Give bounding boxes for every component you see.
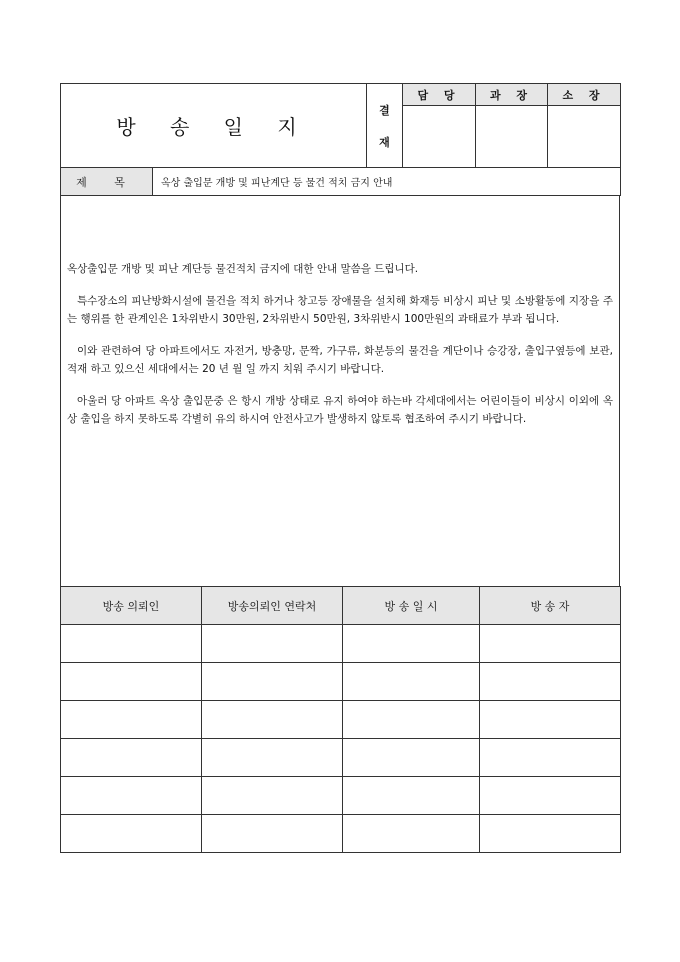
approval-box-staff[interactable] [403,106,476,168]
approval-label [367,84,403,168]
table-row [61,625,621,663]
broadcast-log-form [60,83,620,853]
table-cell[interactable] [202,625,343,663]
table-cell[interactable] [480,625,621,663]
table-cell[interactable] [343,663,480,701]
table-cell[interactable] [202,739,343,777]
table-cell[interactable] [480,663,621,701]
table-cell[interactable] [61,739,202,777]
approval-label-top: 결 [379,103,390,117]
table-cell[interactable] [343,625,480,663]
notice-paragraph-rooftop: 아울러 당 아파트 옥상 출입문중 은 항시 개방 상태로 유지 하여야 하는바 각세대에서는 어린이들이 비상시 이외에 옥상 출입을 하지 못하도록 각별히 유의 하시여 안전사고가 발생하지 않토록 협조하여 주시기 바랍니다. [67,395,613,425]
table-row [61,701,621,739]
table-cell[interactable] [480,739,621,777]
table-row [61,739,621,777]
column-requester-contact: 방송의뢰인 연락처 [202,587,343,625]
notice-paragraph-request: 이와 관련하여 당 아파트에서도 자전거, 방충망, 문짝, 가구류, 화분등의 물건을 계단이나 승강장, 출입구옆등에 보관, 적재 하고 있으신 세대에서는 20 년 월 일 까지 치워 주시기 바랍니다. [67,345,613,375]
table-cell[interactable] [343,815,480,853]
table-cell[interactable] [480,777,621,815]
column-broadcast-datetime: 방 송 일 시 [343,587,480,625]
subject-table [60,167,621,196]
header-table [60,83,621,168]
table-cell[interactable] [202,815,343,853]
subject-text[interactable]: 옥상 출입문 개방 및 피난계단 등 물건 적치 금지 안내 [153,168,621,196]
column-broadcaster: 방 송 자 [480,587,621,625]
table-cell[interactable] [480,701,621,739]
approval-box-chief[interactable] [548,106,621,168]
table-cell[interactable] [202,663,343,701]
table-cell[interactable] [61,625,202,663]
approver-chief-header: 소 장 [548,84,621,106]
notice-body [60,196,620,586]
subject-label: 제 목 [61,168,153,196]
notice-paragraph-penalty: 특수장소의 피난방화시설에 물건을 적치 하거나 창고등 장애물을 설치해 화재등 비상시 피난 및 소방활동에 지장을 주는 행위를 한 관계인은 1차위반시 30만원, 2차위반시 50만원, 3차위반시 100만원의 과태료가 부과 됩니다. [67,295,613,325]
table-cell[interactable] [61,663,202,701]
table-cell[interactable] [61,777,202,815]
approver-staff-header: 담 당 [403,84,476,106]
column-requester: 방송 의뢰인 [61,587,202,625]
table-cell[interactable] [343,701,480,739]
table-cell[interactable] [202,777,343,815]
page-title: 방 송 일 지 [61,84,367,168]
notice-paragraph-intro: 옥상출입문 개방 및 피난 계단등 물건적치 금지에 대한 안내 말씀을 드립니다. [67,263,419,275]
table-cell[interactable] [343,739,480,777]
table-row [61,815,621,853]
table-cell[interactable] [480,815,621,853]
table-row [61,663,621,701]
table-cell[interactable] [61,815,202,853]
table-row [61,777,621,815]
approver-manager-header: 과 장 [476,84,548,106]
broadcast-log-table [60,586,621,853]
approval-label-bottom: 재 [379,135,390,149]
table-cell[interactable] [202,701,343,739]
approval-box-manager[interactable] [476,106,548,168]
table-cell[interactable] [61,701,202,739]
table-cell[interactable] [343,777,480,815]
